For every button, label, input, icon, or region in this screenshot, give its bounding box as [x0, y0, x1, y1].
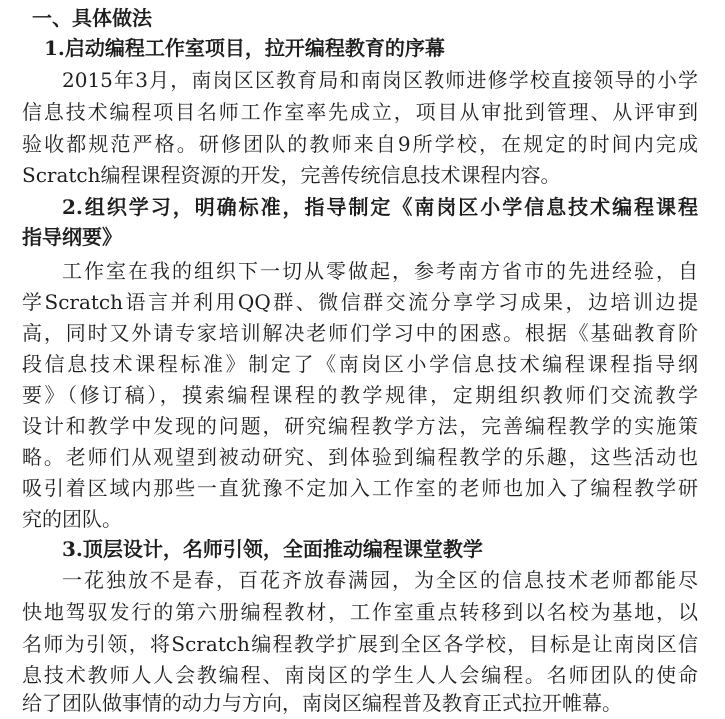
- section-3-line: 名师为引领，将Scratch编程教学扩展到全区各学校，目标是让南岗区信: [22, 632, 698, 656]
- section-1-line: 验收都规范严格。研修团队的教师来自9所学校，在规定的时间内完成: [22, 132, 698, 156]
- section-1-line: 2015年3月，南岗区区教育局和南岗区教师进修学校直接领导的小学: [62, 68, 698, 92]
- section-1-heading: 1.启动编程工作室项目，拉开编程教育的序幕: [44, 36, 445, 60]
- section-2-line: 设计和教学中发现的问题，研究编程教学方法，完善编程教学的实施策: [22, 414, 698, 438]
- section-2-line: 究的团队。: [22, 507, 122, 531]
- section-3-line: 快地驾驭发行的第六册编程教材，工作室重点转移到以名校为基地，以: [22, 600, 698, 624]
- section-2-line: 高，同时又外请专家培训解决老师们学习中的困惑。根据《基础教育阶: [22, 321, 698, 345]
- section-title: 一、具体做法: [32, 6, 152, 30]
- section-2-line: 吸引着区域内那些一直犹豫不定加入工作室的老师也加入了编程教学研: [22, 476, 698, 500]
- section-3-line: 息技术教师人人会教编程、南岗区的学生人人会编程。名师团队的使命: [22, 663, 698, 687]
- section-2-line: 要》（修订稿），摸索编程课程的教学规律，定期组织教师们交流教学: [22, 383, 698, 407]
- section-3-heading: 3.顶层设计，名师引领，全面推动编程课堂教学: [62, 537, 483, 561]
- section-2-heading: 指导纲要》: [22, 225, 122, 249]
- section-1-line: Scratch编程课程资源的开发，完善传统信息技术课程内容。: [22, 163, 561, 187]
- section-2-line: 工作室在我的组织下一切从零做起，参考南方省市的先进经验，自: [62, 259, 698, 283]
- section-3-line: 一花独放不是春，百花齐放春满园，为全区的信息技术老师都能尽: [62, 568, 698, 592]
- section-2-line: 略。老师们从观望到被动研究、到体验到编程教学的乐趣，这些活动也: [22, 445, 698, 469]
- section-2-line: 学Scratch语言并利用QQ群、微信群交流分享学习成果，边培训边提: [22, 290, 698, 314]
- section-2-heading: 2.组织学习，明确标准，指导制定《南岗区小学信息技术编程课程: [62, 195, 698, 219]
- section-1-line: 信息技术编程项目名师工作室率先成立，项目从审批到管理、从评审到: [22, 100, 698, 124]
- section-2-line: 段信息技术课程标准》制定了《南岗区小学信息技术编程课程指导纲: [22, 352, 698, 376]
- section-3-line: 给了团队做事情的动力与方向，南岗区编程普及教育正式拉开帷幕。: [22, 691, 622, 715]
